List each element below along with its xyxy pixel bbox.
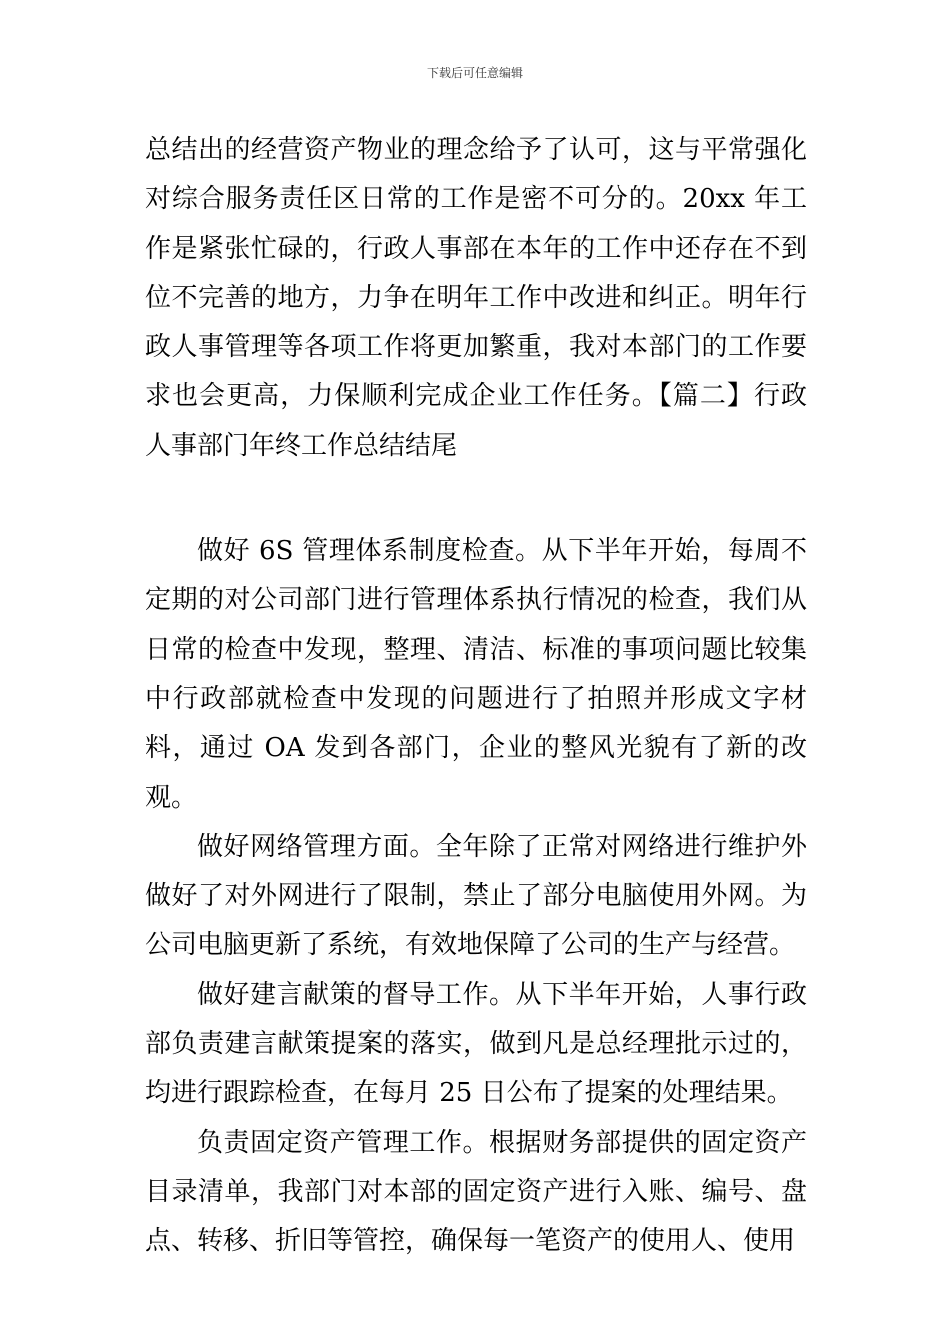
paragraph-6s-management: 做好 6S 管理体系制度检查。从下半年开始，每周不定期的对公司部门进行管理体系执行情况的检查，我们从日常的检查中发现，整理、清洁、标准的事项问题比较集中行政部就检查中发现的问题进行了拍照并形成文字材料，通过 OA 发到各部门，企业的整风光貌有了新的改观。 [145,536,807,813]
paragraph-network-management: 做好网络管理方面。全年除了正常对网络进行维护外做好了对外网进行了限制，禁止了部分电脑使用外网。为公司电脑更新了系统，有效地保障了公司的生产与经营。 [145,831,807,961]
paragraph-fixed-assets: 负责固定资产管理工作。根据财务部提供的固定资产目录清单，我部门对本部的固定资产进行入账、编号、盘点、转移、折旧等管控，确保每一笔资产的使用人、使用 [145,1127,807,1257]
page-header: 下载后可任意编辑 [426,66,523,80]
paragraph-summary-ending: 总结出的经营资产物业的理念给予了认可，这与平常强化对综合服务责任区日常的工作是密不可分的。20xx 年工作是紧张忙碌的，行政人事部在本年的工作中还存在不到位不完善的地方，力争在明年工作中改进和纠正。明年行政人事管理等各项工作将更加繁重，我对本部门的工作要求也会更高，力保顺利完成企业工作任务。【篇二】行政人事部门年终工作总结结尾 [145,135,807,461]
paragraph-suggestions-supervision: 做好建言献策的督导工作。从下半年开始，人事行政部负责建言献策提案的落实，做到凡是总经理批示过的，均进行跟踪检查，在每月 25 日公布了提案的处理结果。 [145,979,807,1109]
document-body [145,126,807,1267]
